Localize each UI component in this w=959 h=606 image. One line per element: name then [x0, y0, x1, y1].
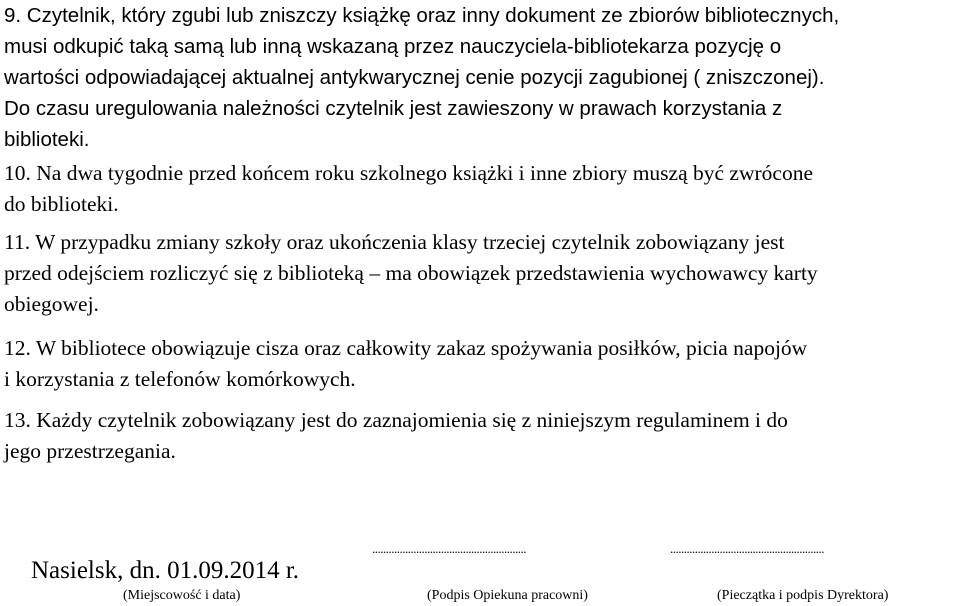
caption-guardian-signature: (Podpis Opiekuna pracowni): [427, 588, 588, 603]
paragraph-line: 9. Czytelnik, który zgubi lub zniszczy książkę oraz inny dokument ze zbiorów bibliotecznych,: [4, 4, 840, 27]
paragraph-line: 13. Każdy czytelnik zobowiązany jest do zaznajomienia się z niniejszym regulaminem i do: [4, 408, 788, 432]
caption-place-date: (Miejscowość i data): [123, 588, 241, 603]
paragraph-line: jego przestrzegania.: [4, 439, 176, 463]
paragraph-11: [4, 227, 818, 320]
paragraph-9: [4, 0, 839, 155]
caption-director-signature: (Pieczątka i podpis Dyrektora): [717, 588, 889, 603]
paragraph-12: [4, 333, 807, 395]
paragraph-line: przed odejściem rozliczyć się z biblioteką – ma obowiązek przedstawienia wychowawcy karty: [4, 261, 818, 285]
paragraph-line: Do czasu uregulowania należności czytelnik jest zawieszony w prawach korzystania z: [4, 97, 783, 120]
place-and-date: Nasielsk, dn. 01.09.2014 r.: [31, 557, 300, 584]
paragraph-line: musi odkupić taką samą lub inną wskazaną przez nauczyciela-bibliotekarza pozycję o: [4, 35, 782, 58]
guardian-signature-line: ........................................................: [372, 541, 526, 556]
paragraph-line: 10. Na dwa tygodnie przed końcem roku szkolnego książki i inne zbiory muszą być zwrócone: [4, 161, 813, 185]
paragraph-line: biblioteki.: [4, 128, 90, 151]
paragraph-line: obiegowej.: [4, 292, 99, 316]
paragraph-line: do biblioteki.: [4, 192, 119, 216]
paragraph-line: wartości odpowiadającej aktualnej antykwarycznej cenie pozycji zagubionej ( zniszczonej).: [4, 66, 825, 89]
paragraph-10: [4, 158, 813, 220]
paragraph-line: 12. W bibliotece obowiązuje cisza oraz całkowity zakaz spożywania posiłków, picia napojów: [4, 336, 808, 360]
director-signature-line: ........................................................: [670, 541, 824, 556]
paragraph-13: [4, 405, 788, 467]
paragraph-line: 11. W przypadku zmiany szkoły oraz ukończenia klasy trzeciej czytelnik zobowiązany jest: [4, 230, 785, 254]
paragraph-line: i korzystania z telefonów komórkowych.: [4, 367, 356, 391]
